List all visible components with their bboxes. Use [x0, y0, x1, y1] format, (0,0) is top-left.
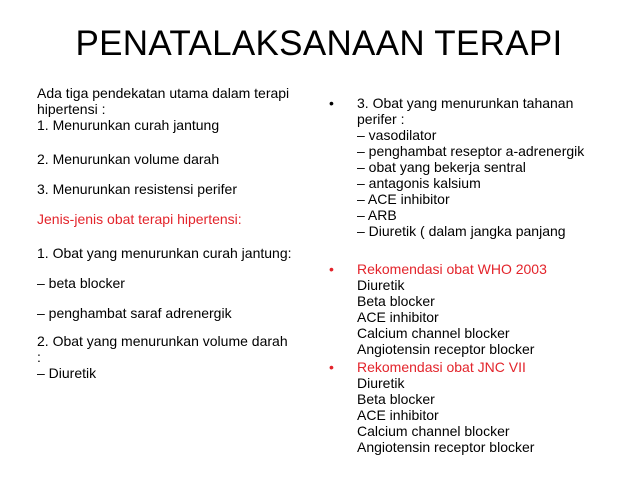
- group3-heading-line-2: perifer :: [357, 111, 405, 127]
- group3-heading-line-1: 3. Obat yang menurunkan tahanan: [357, 95, 574, 111]
- jnc-item: ACE inhibitor: [357, 407, 439, 423]
- group2-heading-line-1: 2. Obat yang menurunkan volume darah: [37, 333, 288, 349]
- approach-item-2: 2. Menurunkan volume darah: [37, 151, 220, 167]
- group2-item-a: – Diuretik: [37, 365, 97, 381]
- bullet-icon: •: [329, 261, 334, 277]
- group3-item: – penghambat reseptor a-adrenergik: [357, 143, 585, 159]
- who-item: Beta blocker: [357, 293, 435, 309]
- who-item: Angiotensin receptor blocker: [357, 341, 535, 357]
- group3-item: – ACE inhibitor: [357, 191, 450, 207]
- intro-line-2: hipertensi :: [37, 101, 106, 117]
- jnc-item: Angiotensin receptor blocker: [357, 439, 535, 455]
- jnc-item: Beta blocker: [357, 391, 435, 407]
- group1-heading: 1. Obat yang menurunkan curah jantung:: [37, 245, 292, 261]
- intro-line-1: Ada tiga pendekatan utama dalam terapi: [37, 85, 290, 101]
- approach-item-3: 3. Menurunkan resistensi perifer: [37, 181, 237, 197]
- group1-item-a: – beta blocker: [37, 275, 125, 291]
- group3-item: – ARB: [357, 207, 397, 223]
- right-column: [325, 95, 635, 455]
- group3-item: – antagonis kalsium: [357, 175, 481, 191]
- jnc-block: [325, 359, 635, 455]
- types-heading: Jenis-jenis obat terapi hipertensi:: [37, 211, 242, 227]
- jnc-item: Calcium channel blocker: [357, 423, 510, 439]
- jnc-item: Diuretik: [357, 375, 405, 391]
- group3-item: – vasodilator: [357, 127, 437, 143]
- jnc-heading: Rekomendasi obat JNC VII: [357, 359, 526, 375]
- group3-block: [325, 95, 635, 239]
- slide-title: PENATALAKSANAAN TERAPI: [75, 24, 563, 63]
- who-item: Diuretik: [357, 277, 405, 293]
- bullet-icon: •: [329, 95, 334, 111]
- group2-heading-line-2: :: [37, 349, 41, 365]
- group3-item: – obat yang bekerja sentral: [357, 159, 526, 175]
- left-column: [37, 85, 312, 381]
- approach-item-1: 1. Menurunkan curah jantung: [37, 117, 220, 133]
- who-item: Calcium channel blocker: [357, 325, 510, 341]
- group1-item-b: – penghambat saraf adrenergik: [37, 305, 232, 321]
- who-block: [325, 261, 635, 357]
- who-heading: Rekomendasi obat WHO 2003: [357, 261, 547, 277]
- bullet-icon: •: [329, 359, 334, 375]
- group3-item: – Diuretik ( dalam jangka panjang: [357, 223, 566, 239]
- who-item: ACE inhibitor: [357, 309, 439, 325]
